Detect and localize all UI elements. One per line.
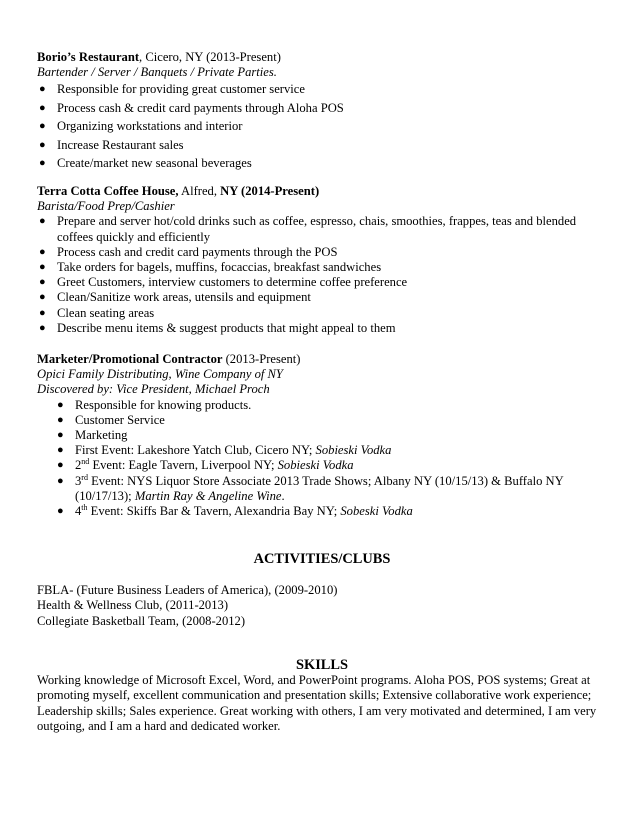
list-item [37, 474, 607, 504]
employer-name: Terra Cotta Coffee House, [37, 184, 179, 198]
bullet-icon: ● [39, 245, 46, 258]
bullet-icon: ● [57, 474, 64, 487]
job-role: Barista/Food Prep/Cashier [37, 199, 175, 214]
bullet-icon: ● [39, 83, 46, 96]
bullet-icon: ● [39, 215, 46, 228]
employer-name: Marketer/Promotional Contractor [37, 352, 223, 366]
job-role: Bartender / Server / Banquets / Private Parties. [37, 65, 277, 80]
event-number: 4 [75, 504, 82, 519]
bullet-text: Describe menu items & suggest products that might appeal to them [57, 320, 396, 335]
job-heading [37, 50, 607, 65]
event-brand: Sobeski Vodka [340, 504, 413, 519]
list-item [37, 275, 607, 290]
job-heading [37, 184, 607, 199]
event-number: 2 [75, 458, 82, 473]
bullet-icon: ● [39, 157, 46, 170]
job-marketer [37, 352, 607, 519]
bullet-text: Clean/Sanitize work areas, utensils and equipment [57, 290, 311, 305]
bullet-text: Greet Customers, interview customers to determine coffee preference [57, 275, 408, 290]
list-item [37, 321, 607, 336]
list-item [37, 99, 607, 117]
location-dates: , Cicero, NY (2013-Present) [139, 50, 281, 64]
bullet-text: Increase Restaurant sales [57, 137, 184, 152]
event-text: Event: NYS Liquor Store Associate 2013 Trade Shows; Albany NY (10/15/13) & Buffalo NY (10/17/13); [75, 473, 564, 503]
bullet-list [37, 398, 607, 520]
bullet-icon: ● [39, 306, 46, 319]
skills-text: Working knowledge of Microsoft Excel, Word, and PowerPoint programs. Aloha POS, POS systems; Great at promoting myself, excellent communication and presentation skills; Extensive collaborative work experience; Leadership skills; Sales experience. Great working with others, I am very motivated and determined, I am very outgoing, and I am a hard and dedicated worker. [37, 673, 597, 733]
event-text: First Event: Lakeshore Yatch Club, Cicero NY; [75, 443, 316, 458]
bullet-text: Clean seating areas [57, 305, 155, 320]
list-item [37, 260, 607, 275]
activity-item: FBLA- (Future Business Leaders of America), (2009-2010) [37, 583, 338, 598]
list-item [37, 154, 607, 172]
list-item [37, 458, 607, 473]
bullet-text: Prepare and server hot/cold drinks such as coffee, espresso, chais, smoothies, frappes, teas and blended coffees quickly and efficiently [57, 214, 577, 244]
event-text: Event: Skiffs Bar & Tavern, Alexandria Bay NY; [87, 504, 341, 519]
bullet-icon: ● [39, 101, 46, 114]
list-item [37, 398, 607, 413]
event-number: 3 [75, 473, 82, 488]
list-item [37, 117, 607, 135]
employer-name: Borio’s Restaurant [37, 50, 140, 64]
bullet-text: Organizing workstations and interior [57, 119, 243, 134]
job-terra-cotta [37, 184, 607, 336]
event-ordinal: th [81, 502, 88, 512]
bullet-text: Responsible for knowing products. [75, 397, 252, 412]
list-item [37, 306, 607, 321]
bullet-icon: ● [57, 459, 64, 472]
list-item [37, 428, 607, 443]
bullet-icon: ● [57, 429, 64, 442]
event-text: Event: Eagle Tavern, Liverpool NY; [89, 458, 278, 473]
bullet-text: Process cash & credit card payments through Aloha POS [57, 100, 344, 115]
job-borios [37, 50, 607, 172]
bullet-icon: ● [57, 413, 64, 426]
list-item [37, 136, 607, 154]
section-title: SKILLS [296, 657, 348, 673]
list-item [37, 443, 607, 458]
bullet-icon: ● [39, 138, 46, 151]
bullet-icon: ● [57, 444, 64, 457]
event-brand: Martin Ray & Angeline Wine [134, 488, 282, 503]
location-plain: Alfred, [178, 184, 218, 198]
bullet-list [37, 214, 607, 336]
bullet-list [37, 80, 607, 172]
location-dates: (2013-Present) [222, 352, 301, 366]
skills-section [37, 658, 607, 734]
bullet-icon: ● [39, 321, 46, 334]
activity-item: Health & Wellness Club, (2011-2013) [37, 598, 229, 613]
company-name: Opici Family Distributing, Wine Company of NY [37, 367, 283, 382]
bullet-text: Responsible for providing great customer service [57, 82, 305, 97]
event-ordinal: rd [81, 472, 88, 482]
bullet-text: Process cash and credit card payments through the POS [57, 244, 338, 259]
bullet-icon: ● [57, 398, 64, 411]
discovered-by: Discovered by: Vice President, Michael Proch [37, 382, 270, 397]
event-ordinal: nd [81, 457, 90, 467]
list-item [37, 214, 607, 244]
job-heading [37, 352, 607, 367]
bullet-icon: ● [39, 291, 46, 304]
list-item [37, 290, 607, 305]
event-brand: Sobieski Vodka [277, 458, 354, 473]
event-brand: Sobieski Vodka [315, 443, 392, 458]
bullet-text: Create/market new seasonal beverages [57, 156, 252, 171]
bullet-text: Marketing [75, 428, 128, 443]
section-title: ACTIVITIES/CLUBS [253, 551, 391, 567]
list-item [37, 504, 607, 519]
bullet-icon: ● [57, 505, 64, 518]
event-tail: . [281, 488, 285, 503]
list-item [37, 413, 607, 428]
location-dates: NY (2014-Present) [217, 184, 320, 198]
activities-section [37, 552, 607, 629]
activity-item: Collegiate Basketball Team, (2008-2012) [37, 613, 246, 628]
bullet-icon: ● [39, 261, 46, 274]
list-item [37, 80, 607, 98]
bullet-icon: ● [39, 276, 46, 289]
bullet-text: Customer Service [75, 412, 165, 427]
bullet-icon: ● [39, 120, 46, 133]
bullet-text: Take orders for bagels, muffins, focaccias, breakfast sandwiches [57, 260, 382, 275]
list-item [37, 245, 607, 260]
